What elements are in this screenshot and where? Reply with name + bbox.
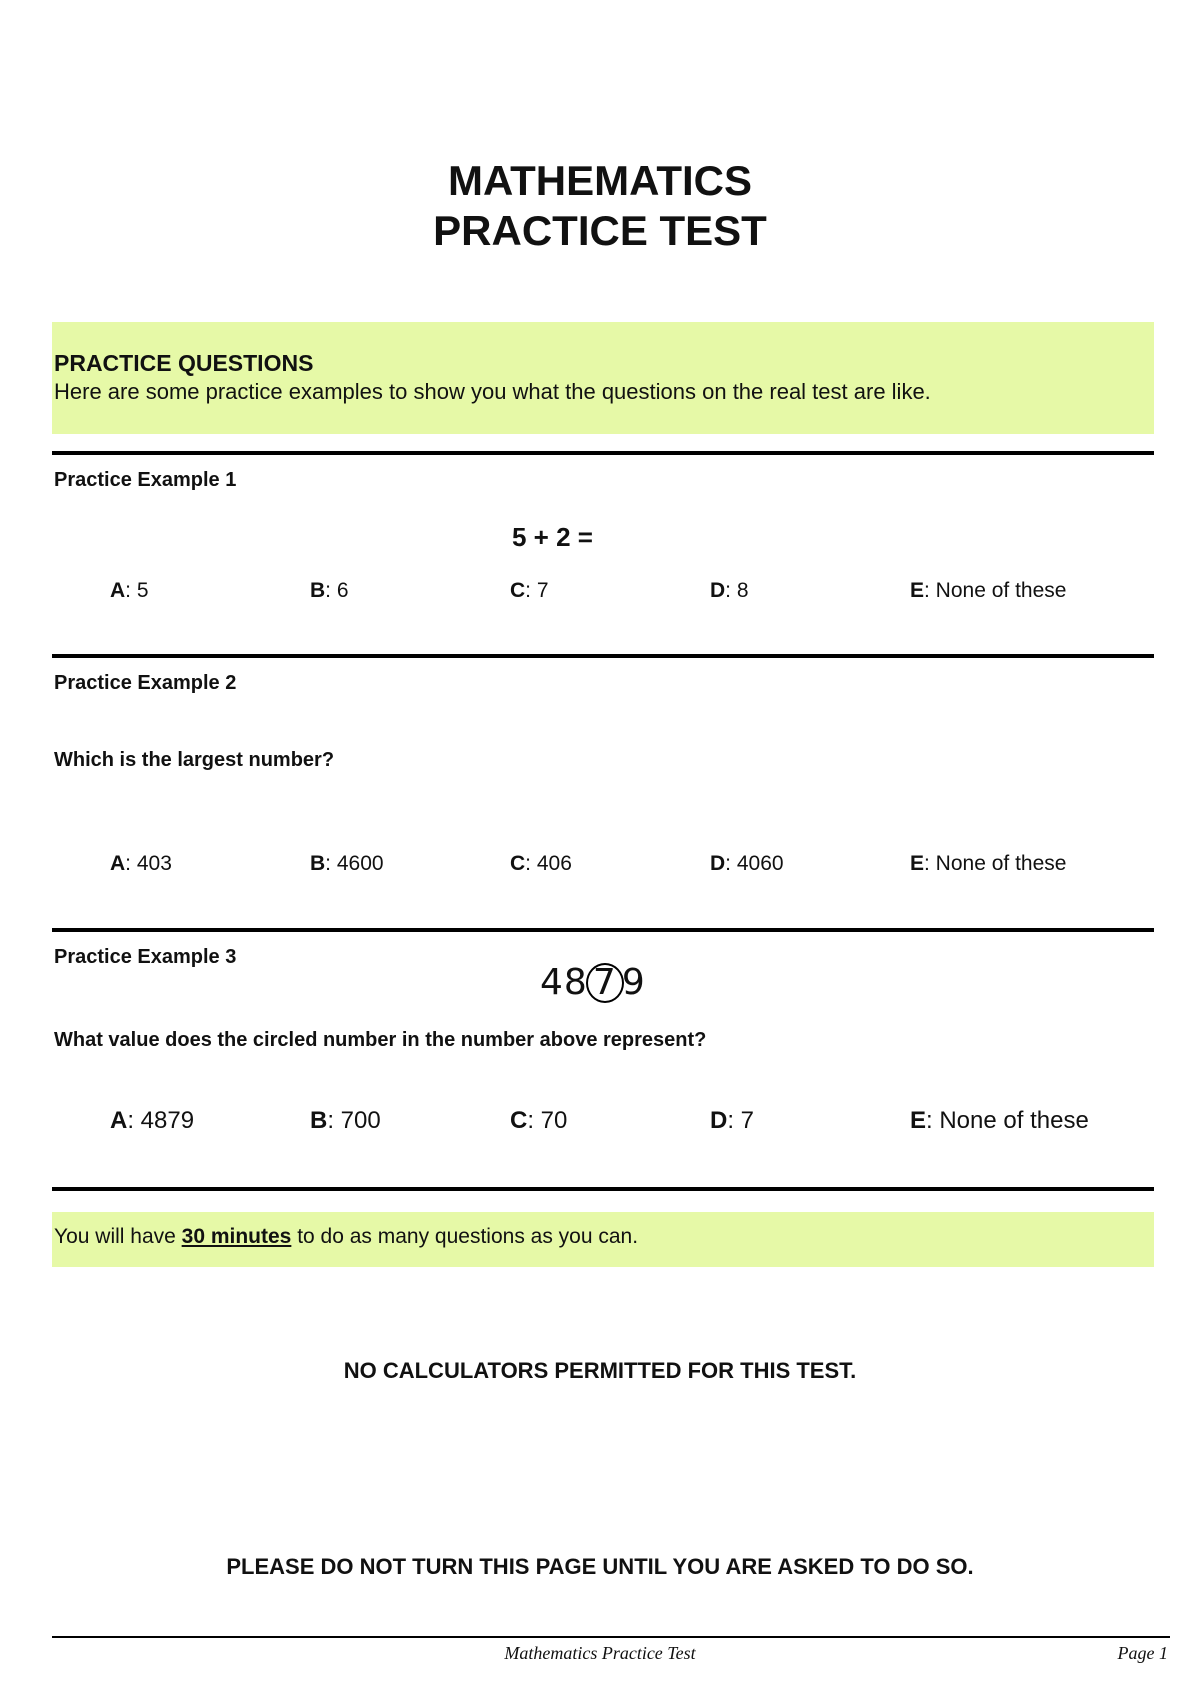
example-1-option-c: C: 7 bbox=[510, 579, 549, 602]
example-3-question: What value does the circled number in the number above represent? bbox=[54, 1029, 707, 1051]
section-divider bbox=[52, 928, 1154, 932]
example-2-question: Which is the largest number? bbox=[54, 749, 335, 771]
example-1-option-a: A: 5 bbox=[110, 579, 149, 602]
example-1-option-e: E: None of these bbox=[910, 579, 1067, 602]
example-3-option-a: A: 4879 bbox=[110, 1107, 195, 1134]
example-3-option-c: C: 70 bbox=[510, 1107, 568, 1134]
section-divider bbox=[52, 654, 1154, 658]
example-3-option-e: E: None of these bbox=[910, 1107, 1089, 1134]
page-title-line2: PRACTICE TEST bbox=[433, 207, 767, 254]
page-title-line1: MATHEMATICS bbox=[447, 157, 753, 204]
time-limit: 30 minutes bbox=[181, 1225, 292, 1248]
turn-page-notice: PLEASE DO NOT TURN THIS PAGE UNTIL YOU ARE ASKED TO DO SO. bbox=[226, 1554, 974, 1579]
section-divider bbox=[52, 451, 1154, 455]
example-1-label: Practice Example 1 bbox=[54, 469, 237, 491]
calculator-notice: NO CALCULATORS PERMITTED FOR THIS TEST. bbox=[343, 1358, 857, 1383]
intro-heading: PRACTICE QUESTIONS bbox=[54, 350, 314, 376]
time-note: You will have 30 minutes to do as many questions as you can. bbox=[54, 1225, 639, 1248]
example-3-option-d: D: 7 bbox=[710, 1107, 755, 1134]
time-note-box bbox=[52, 1212, 1154, 1267]
example-1-option-b: B: 6 bbox=[310, 579, 349, 602]
footer-title: Mathematics Practice Test bbox=[504, 1643, 696, 1663]
example-2-label: Practice Example 2 bbox=[54, 672, 237, 694]
example-2-option-e: E: None of these bbox=[910, 852, 1067, 875]
example-1-option-d: D: 8 bbox=[710, 579, 749, 602]
example-2-option-c: C: 406 bbox=[510, 852, 572, 875]
example-2-option-d: D: 4060 bbox=[710, 852, 784, 875]
example-2-option-b: B: 4600 bbox=[310, 852, 384, 875]
example-2-option-a: A: 403 bbox=[110, 852, 172, 875]
intro-box bbox=[52, 322, 1154, 434]
example-1-equation: 5 + 2 = bbox=[512, 522, 593, 552]
circled-number-display: 48 7 9 bbox=[540, 962, 646, 1003]
page-number: Page 1 bbox=[1117, 1643, 1168, 1663]
footer-divider bbox=[52, 1636, 1170, 1638]
example-3-option-b: B: 700 bbox=[310, 1107, 381, 1134]
circled-digit: 7 bbox=[586, 963, 624, 1003]
intro-text: Here are some practice examples to show you what the questions on the real test are like. bbox=[54, 379, 931, 404]
section-divider bbox=[52, 1187, 1154, 1191]
example-3-label: Practice Example 3 bbox=[54, 946, 237, 968]
